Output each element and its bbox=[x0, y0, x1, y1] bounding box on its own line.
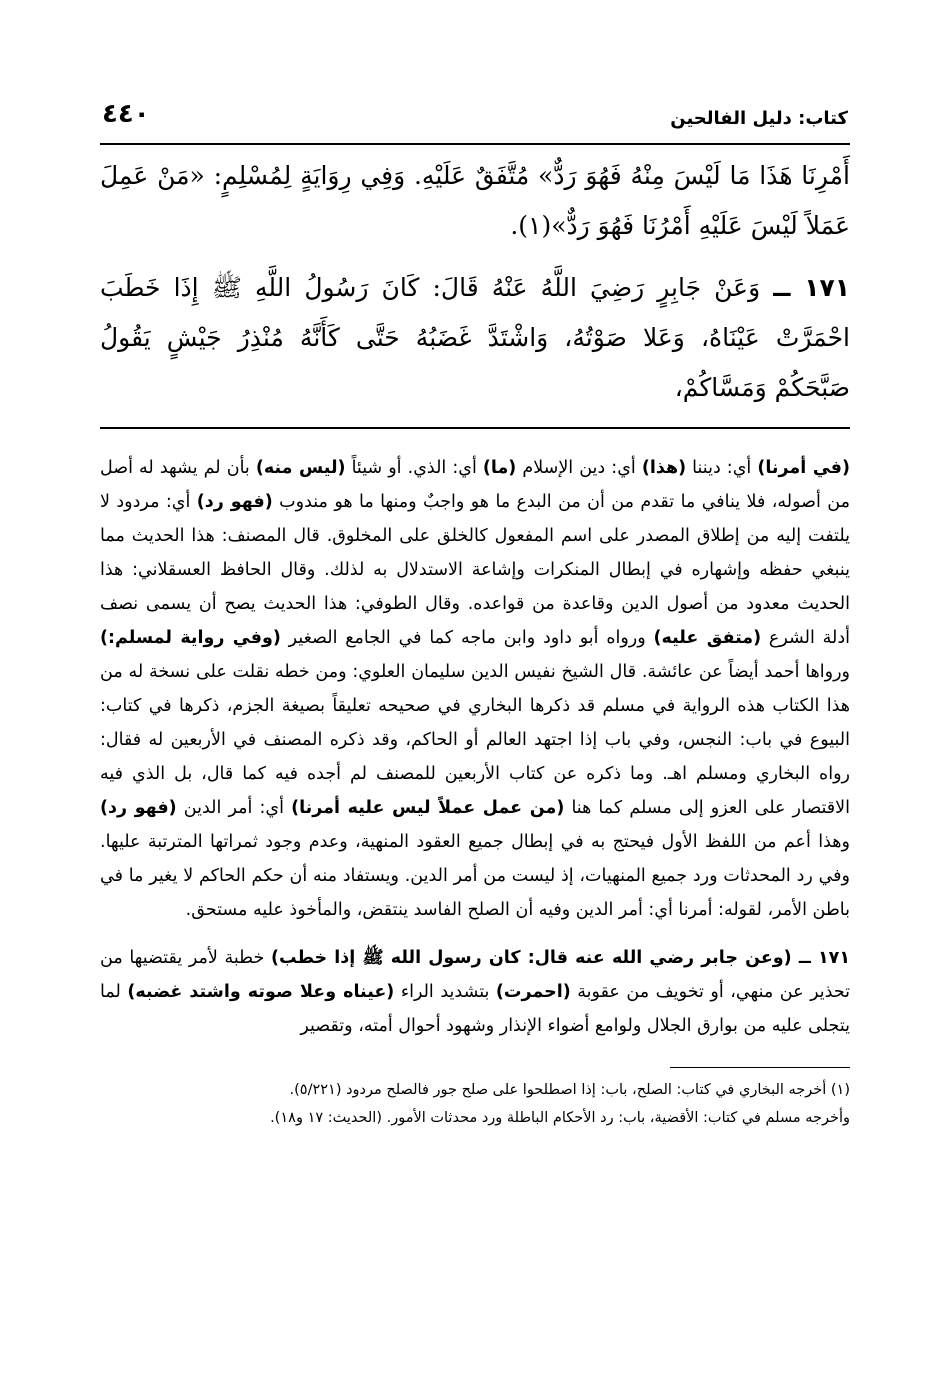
commentary-text: ورواها أحمد أيضاً عن عائشة. قال الشيخ نفيس الدين سليمان العلوي: ومن خطه نقلت على نسخة له من هذا الكتاب هذه الرواية في مسلم قد ذكرها البخاري في صحيحه تعليقاً بصيغة الجزم، ذكرها في كتاب: البيوع في باب: النجس، وفي باب إذا اجتهد العالم أو الحاكم، وقد ذكره المصنف في الأربعين له فقال: رواه البخاري ومسلم اهـ. وما ذكره عن كتاب الأربعين للمصنف لم أجده فيه كما قال، بل الذي فيه الاقتصار على العزو إلى مسلم كما هنا bbox=[100, 662, 850, 818]
commentary-text: بتشديد الراء bbox=[394, 982, 496, 1002]
commentary-text: ورواه أبو داود وابن ماجه كما في الجامع الصغير bbox=[280, 628, 654, 648]
bold-term: (وفي رواية لمسلم:) bbox=[100, 628, 281, 648]
bold-term: (في أمرنا) bbox=[757, 458, 850, 478]
hadith-170-end: أَمْرِنَا هَذَا مَا لَيْسَ مِنْهُ فَهُوَ رَدٌّ» مُتَّفَقٌ عَلَيْهِ. وَفِي رِوَايَةٍ لِمُسْلِمٍ: «مَنْ عَمِلَ عَمَلاً لَيْسَ عَلَيْهِ أَمْرُنَا فَهُوَ رَدٌّ»(١). bbox=[100, 161, 850, 240]
commentary-text: وهذا أعم من اللفظ الأول فيحتج به في إبطال جميع العقود المنهية، وعدم وجود ثمراتها المترتبة عليها. وفي رد المحدثات ورد جميع المنهيات، إذ ليست من أمر الدين. ويستفاد منه أن حكم الحاكم لا يغير ما في باطن الأمر، لقوله: أمرنا أي: أمر الدين وفيه أن الصلح الفاسد ينتقض، والمأخوذ عليه مستحق. bbox=[100, 832, 850, 920]
bold-term: (فهو رد) bbox=[100, 798, 177, 818]
hadith-171-text: وَعَنْ جَابِرٍ رَضِيَ اللَّهُ عَنْهُ قَالَ: كَانَ رَسُولُ اللَّهِ ﷺ إِذَا خَطَبَ احْمَرَّتْ عَيْنَاهُ، وَعَلا صَوْتُهُ، وَاشْتَدَّ غَضَبُهُ حَتَّى كَأَنَّهُ مُنْذِرُ جَيْشٍ يَقُولُ صَبَّحَكُمْ وَمَسَّاكُمْ، bbox=[100, 273, 850, 402]
hadith-number: ١٧١ ــ bbox=[773, 273, 850, 302]
header-rule bbox=[100, 143, 850, 145]
footnotes bbox=[100, 1076, 850, 1132]
footnote-rule bbox=[670, 1067, 850, 1068]
page-number: ٤٤٠ bbox=[102, 99, 150, 129]
commentary-text: خطبة لأمر يقتضيها من تحذير عن منهي، أو تخويف من عقوبة bbox=[100, 948, 850, 1002]
bold-term: (احمرت) bbox=[495, 982, 571, 1002]
page-header bbox=[100, 95, 850, 129]
bold-term: (متفق عليه) bbox=[653, 628, 762, 648]
hadith-171 bbox=[100, 263, 850, 413]
footnote-1-line-1: (١) أخرجه البخاري في كتاب: الصلح، باب: إذا اصطلحوا على صلح جور فالصلح مردود (٥/٢٢١). bbox=[289, 1082, 850, 1098]
commentary-text: أي: ديننا bbox=[686, 458, 758, 478]
commentary-paragraph-1 bbox=[100, 451, 850, 927]
book-page bbox=[100, 95, 850, 1132]
commentary-text: أي: مردود لا يلتفت إليه من إطلاق المصدر على اسم المفعول كالخلق على المخلوق. قال المصنف: هذا الحديث مما ينبغي حفظه وإشهاره في إبطال المنكرات وإشاعة الاستدلال به لذلك. وقال الحافظ العسقلاني: هذا الحديث معدود من أصول الدين وقاعدة من قواعده. وقال الطوفي: هذا الحديث يصح أن يسمى نصف أدلة الشرع bbox=[100, 492, 851, 648]
bold-term: (ما) bbox=[482, 458, 517, 478]
commentary-text: بأن لم يشهد له أصل من أصوله، فلا ينافي ما تقدم من أن من البدع ما هو واجبٌ ومنها ما هو مندوب bbox=[100, 458, 850, 512]
commentary-text: أي: أمر الدين bbox=[176, 798, 292, 818]
bold-term: (ليس منه) bbox=[255, 458, 346, 478]
running-head: كتاب: دليل الفالحين bbox=[670, 108, 848, 129]
commentary-text: أي: الذي. أو شيئاً bbox=[345, 458, 483, 478]
commentary-paragraph-2 bbox=[100, 941, 850, 1043]
commentary-text: لما يتجلى عليه من بوارق الجلال ولوامع أضواء الإنذار وشهود أحوال أمته، وتقصير bbox=[100, 982, 850, 1036]
bold-term: (من عمل عملاً ليس عليه أمرنا) bbox=[291, 798, 565, 818]
commentary-separator bbox=[100, 427, 850, 429]
commentary-text: أي: دين الإسلام bbox=[516, 458, 642, 478]
commentary bbox=[100, 451, 850, 1043]
bold-term: (هذا) bbox=[641, 458, 687, 478]
bold-term: (عيناه وعلا صوته واشتد غضبه) bbox=[127, 982, 395, 1002]
footnote-1-line-2: وأخرجه مسلم في كتاب: الأقضية، باب: رد الأحكام الباطلة ورد محدثات الأمور. (الحديث: ١٧ و١٨). bbox=[270, 1110, 850, 1126]
bold-term: (فهو رد) bbox=[196, 492, 273, 512]
hadith-text bbox=[100, 151, 850, 413]
bold-term: ١٧١ ــ (وعن جابر رضي الله عنه قال: كان رسول الله ﷺ إذا خطب) bbox=[270, 948, 851, 968]
